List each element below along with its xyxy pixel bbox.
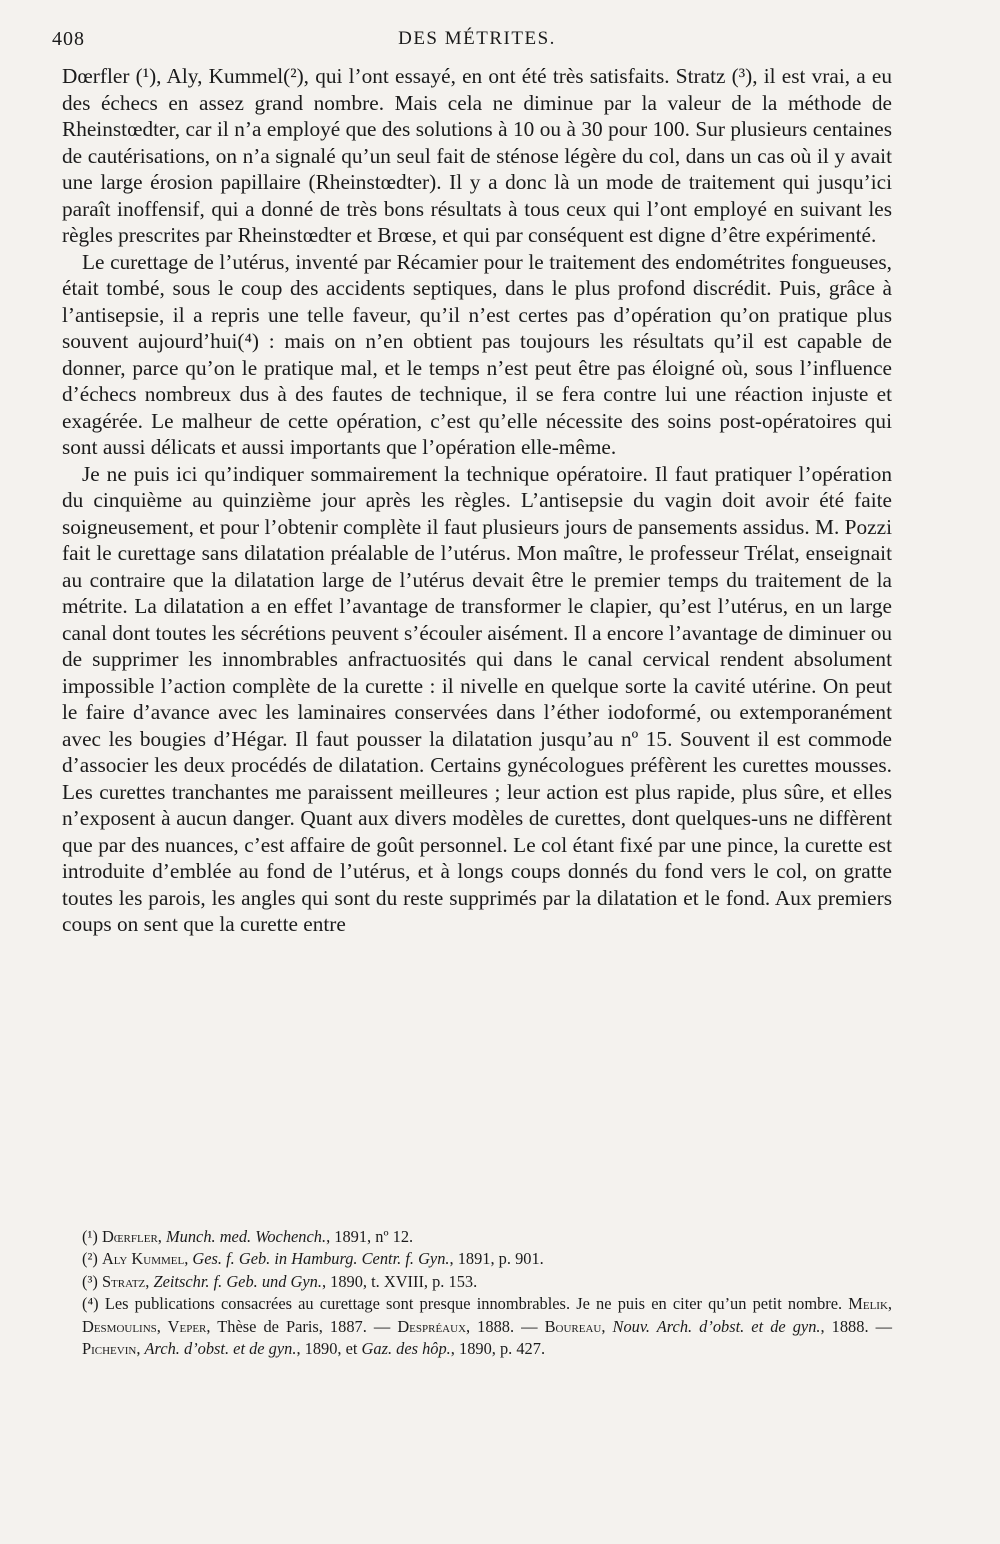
footnote-text: Aly Kummel [101,1249,185,1269]
paragraph-curettage: Le curettage de l’utérus, inventé par Récamier pour le traitement des endométrites fongueuses, était tombé, sous le coup des accidents septiques, dans le plus profond discrédit. Puis, grâce à l’antisepsie, il a repris une telle faveur, qu’il n’est certes pas d’opération qu’on pratique plus souvent aujourd’hui(⁴) : mais on n’en obtient pas toujours les résultats qu’il est capable de donner, parce qu’on le pratique mal, et le temps n’est peut être pas éloigné où, sous l’influence d’échecs nombreux dus à des fautes de technique, il se fera contre lui une réaction injuste et exagérée. Le malheur de cette opération, c’est qu’elle nécessite des soins post-opératoires qui sont aussi délicats et aussi importants que l’opération elle-même. [62,249,892,459]
footnote-text: , 1891, p. 901. [449,1249,544,1269]
footnote-text: Dœrfler [101,1227,158,1246]
footnote-text: Arch. d’obst. et de gyn. [144,1339,297,1359]
footnote-text: , [157,1227,166,1246]
page-number: 408 [52,28,85,50]
footnote-text: Boureau [544,1316,602,1336]
footnote-text: , 1891, nº 12. [326,1227,414,1246]
footnote-text: , 1890, t. XVIII, p. 153. [321,1271,478,1291]
footnote-2 [82,1248,892,1270]
footnote-text: Les publications consacrées au curettage sont presque innombrables. Je ne puis en citer qu’un petit nombre. [104,1294,849,1314]
footnote-text: , Thèse de Paris, 1887. — [206,1316,398,1336]
footnote-text: , 1888. — [820,1316,892,1336]
running-title: DES MÉTRITES. [398,28,556,49]
footnote-1 [82,1226,892,1248]
footnote-text: , 1890, p. 427. [450,1339,546,1359]
footnote-text: Ges. f. Geb. in Hamburg. Centr. f. Gyn. [192,1249,450,1269]
footnote-text: Munch. med. Wochench. [166,1227,327,1246]
footnote-3 [82,1271,892,1293]
footnote-text: , 1888. — [466,1316,545,1336]
footnotes [62,1226,892,1360]
body-text [62,63,892,938]
running-head [52,28,892,58]
footnote-text: Gaz. des hôp. [361,1339,451,1359]
footnote-text: Nouv. Arch. d’obst. et de gyn. [612,1316,821,1336]
footnote-text: , [145,1271,154,1291]
footnote-text: Despréaux [397,1316,467,1336]
footnote-4 [82,1293,892,1360]
paragraph-continued: Dœrfler (¹), Aly, Kummel(²), qui l’ont essayé, en ont été très satisfaits. Stratz (³), il est vrai, a eu des échecs en assez grand nombre. Mais cela ne diminue par la valeur de la méthode de Rheinstœdter, car il n’a employé que des solutions à 10 ou à 30 pour 100. Sur plusieurs centaines de cautérisations, on n’a signalé qu’un seul fait de sténose légère du col, dans un cas où il y avait une large érosion papillaire (Rheinstœdter). Il y a donc là un mode de traitement qui jusqu’ici paraît inoffensif, qui a donné de très bons résultats à tous ceux qui l’ont employé en suivant les règles prescrites par Rheinstœdter et Brœse, et qui par conséquent est digne d’être expérimenté. [62,64,892,247]
footnote-text: , 1890, et [296,1339,362,1359]
footnote-marker: (⁴) [82,1294,105,1314]
footnote-text: Pichevin [82,1339,137,1359]
footnote-marker: (²) [82,1249,102,1269]
paragraph-technique: Je ne puis ici qu’indiquer sommairement la technique opératoire. Il faut pratiquer l’opération du cinquième au quinzième jour après les règles. L’antisepsie du vagin doit avoir été faite soigneusement, et pour l’obtenir complète il faut plusieurs jours de pansements assidus. M. Pozzi fait le curettage sans dilatation préalable de l’utérus. Mon maître, le professeur Trélat, enseignait au contraire que la dilatation large de l’utérus devait être le premier temps du traitement de la métrite. La dilatation a en effet l’avantage de transformer le clapier, qu’est l’utérus, en un large canal dont toutes les sécrétions peuvent s’écouler aisément. Il a encore l’avantage de diminuer ou de supprimer les innombrables anfractuosités qui dans le canal cervical rendent absolument impossible l’action complète de la curette : il nivelle en quelque sorte la cavité utérine. On peut le faire d’avance avec les laminaires conservées dans l’éther iodoformé, ou extemporanément avec les bougies d’Hégar. Il faut pousser la dilatation jusqu’au nº 15. Souvent il est commode d’associer les deux procédés de dilatation. Certains gynécologues préfèrent les curettes mousses. Les curettes tranchantes me paraissent meilleures ; leur action est plus rapide, plus sûre, et elles n’exposent à aucun danger. Quant aux divers modèles de curettes, dont quelques-uns ne diffèrent que par des nuances, c’est affaire de goût personnel. Le col étant fixé par une pince, la curette est introduite d’emblée au fond de l’utérus, et à longs coups donnés du fond vers le col, on gratte toutes les parois, les angles qui sont du reste supprimés par la dilatation et le fond. Aux premiers coups on sent que la curette entre [62,461,892,936]
footnote-marker: (³) [82,1271,102,1291]
footnote-text: , [136,1339,145,1359]
footnote-text: , [184,1249,193,1269]
footnote-text: Zeitschr. f. Geb. und Gyn. [153,1271,322,1291]
footnote-text: , [601,1316,613,1336]
footnote-marker: (¹) [82,1227,102,1246]
footnote-text: Stratz [101,1271,146,1291]
footnote-text: Melik, Desmoulins, Veper [82,1294,892,1336]
